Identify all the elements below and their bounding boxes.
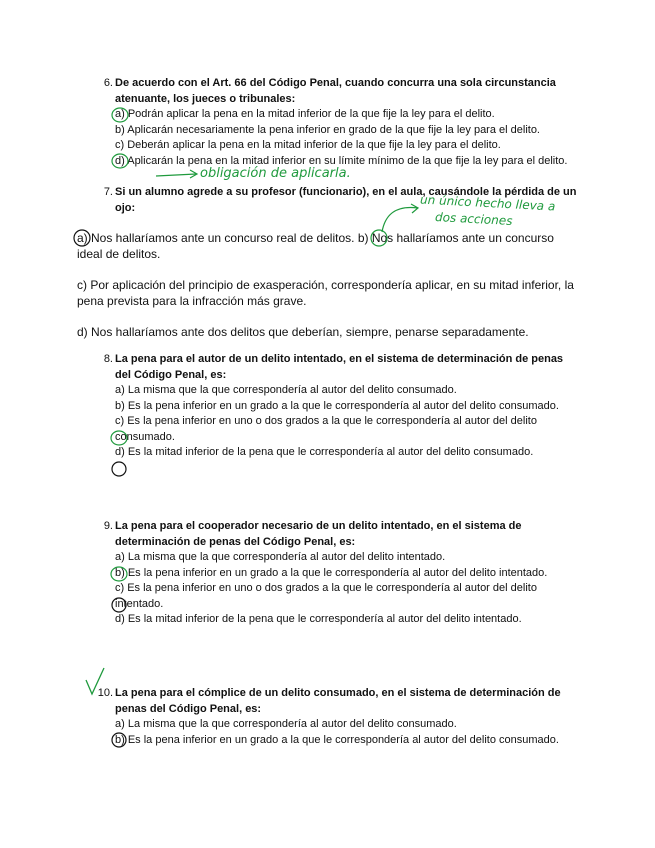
- answer-circle-q7-b: [371, 230, 387, 246]
- question-stem: La pena para el autor de un delito intentado, en el sistema de determinación de penas del Código Penal, es:: [115, 353, 564, 381]
- option-c: c) Es la pena inferior en uno o dos grados a la que le correspondería al autor del delito intentado.: [115, 582, 537, 610]
- handwritten-note-q7-line2: dos acciones: [434, 209, 513, 229]
- answer-circle-q10-b: [112, 733, 126, 747]
- check-mark: [86, 668, 104, 694]
- option-a: a) La misma que la que correspondería al autor del delito intentado.: [115, 551, 446, 563]
- answer-circle-q9-b: [111, 567, 127, 581]
- question-number: 7.: [103, 186, 113, 198]
- arrow-line: [156, 174, 196, 176]
- question-number: 9.: [103, 520, 113, 532]
- option-b: b) Aplicarán necesariamente la pena inferior en grado de la que fije la ley para el delito.: [115, 123, 540, 136]
- option-b: b) Nos hallaríamos ante un concurso ideal de delitos.: [77, 231, 554, 261]
- answer-circle-q6-a: [112, 108, 128, 122]
- answer-circle-q8-d: [112, 462, 126, 476]
- option-c: c) Por aplicación del principio de exasperación, correspondería aplicar, en su mitad inferior, la pena prevista para la infracción más grave.: [77, 278, 574, 308]
- answer-circle-q8-c: [111, 431, 127, 445]
- option-a: a) La misma que la que correspondería al autor del delito consumado.: [115, 718, 457, 730]
- option-d: d) Es la mitad inferior de la pena que le correspondería al autor del delito intentado.: [115, 613, 522, 625]
- option-b: b) Es la pena inferior en un grado a la que le correspondería al autor del delito consumado.: [115, 399, 559, 412]
- curved-arrow: [382, 207, 418, 232]
- option-b: b) Es la pena inferior en un grado a la que le correspondería al autor del delito intentado.: [115, 566, 548, 579]
- curved-arrow-head: [411, 204, 418, 213]
- handwritten-note-q6: obligación de aplicarla.: [200, 166, 351, 181]
- question-stem: De acuerdo con el Art. 66 del Código Penal, cuando concurra una sola circunstancia atenuante, los jueces o tribunales:: [115, 77, 556, 105]
- answer-circle-q9-c: [112, 598, 126, 612]
- question-stem: La pena para el cooperador necesario de un delito intentado, en el sistema de determinación de penas del Código Penal, es:: [115, 520, 522, 548]
- option-b: b) Es la pena inferior en un grado a la que le correspondería al autor del delito consumado.: [115, 733, 559, 746]
- option-c: c) Es la pena inferior en uno o dos grados a la que le correspondería al autor del delito consumado.: [115, 415, 537, 443]
- option-a: a) Podrán aplicar la pena en la mitad inferior de la que fije la ley para el delito.: [115, 108, 495, 120]
- answer-circle-q6-d: [112, 154, 128, 168]
- question-number: 6.: [103, 77, 113, 89]
- option-a: a) Nos hallaríamos ante un concurso real de delitos.: [77, 231, 355, 245]
- question-stem: Si un alumno agrede a su profesor (funcionario), en el aula, causándole la pérdida de un ojo:: [115, 186, 577, 214]
- option-d: d) Es la mitad inferior de la pena que le correspondería al autor del delito consumado.: [115, 446, 534, 458]
- question-number: 8.: [103, 353, 113, 365]
- answer-circle-q7-a: [74, 230, 90, 246]
- question-stem: La pena para el cómplice de un delito consumado, en el sistema de determinación de penas del Código Penal, es:: [115, 687, 561, 715]
- option-c: c) Deberán aplicar la pena en la mitad inferior de la que fije la ley para el delito.: [115, 139, 501, 151]
- option-a: a) La misma que la que correspondería al autor del delito consumado.: [115, 384, 457, 396]
- handwritten-note-q7-line1: un único hecho lleva a: [419, 192, 556, 214]
- option-d: d) Aplicarán la pena en la mitad inferior en su límite mínimo de la que fije la ley para el delito.: [115, 154, 568, 167]
- option-d: d) Nos hallaríamos ante dos delitos que deberían, siempre, penarse separadamente.: [77, 325, 529, 339]
- question-number: 10.: [97, 687, 113, 699]
